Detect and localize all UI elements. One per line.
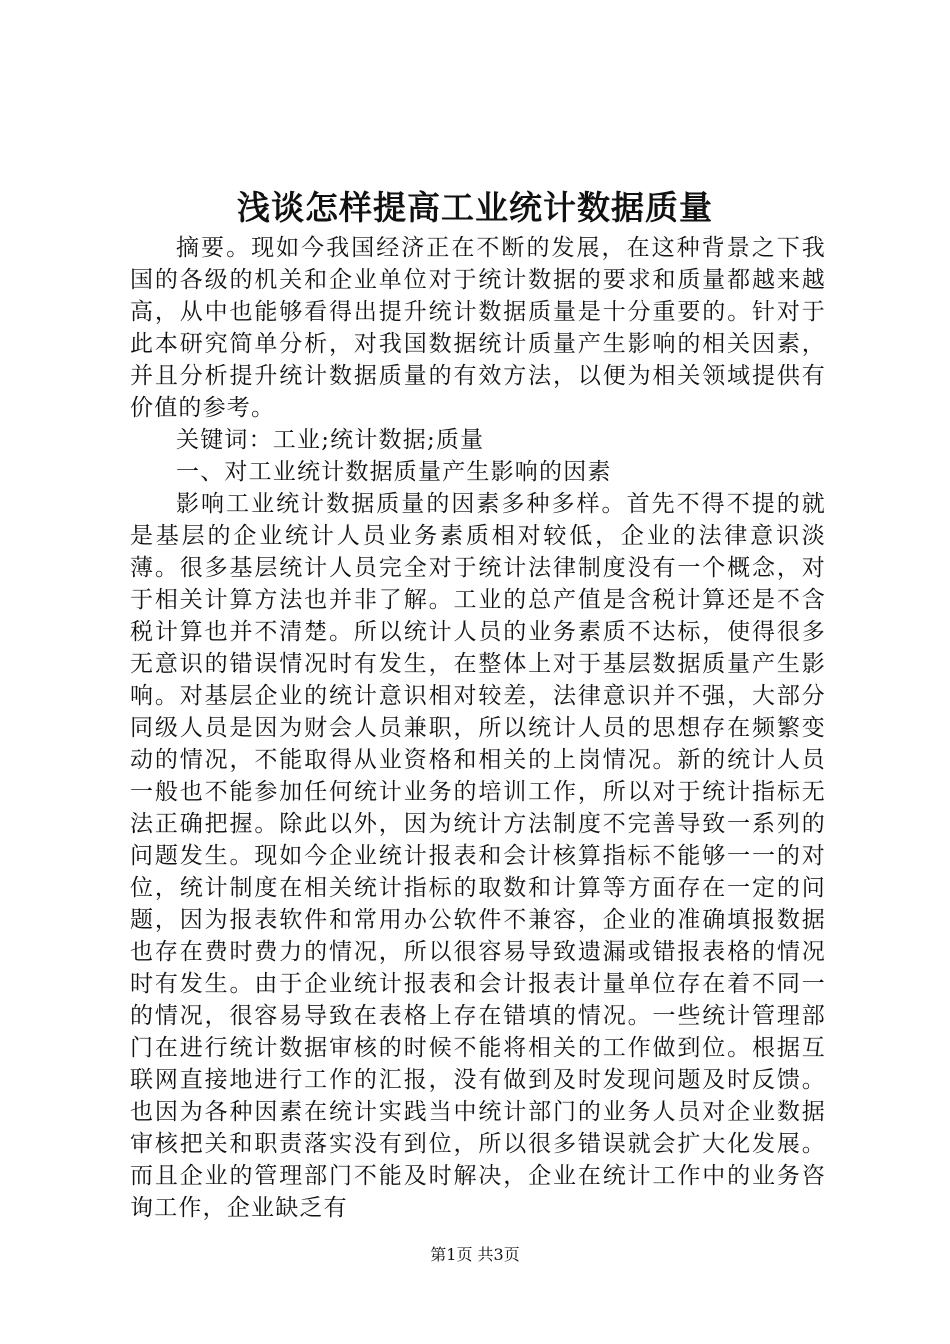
body-paragraph: 影响工业统计数据质量的因素多种多样。首先不得不提的就是基层的企业统计人员业务素质相对较低，企业的法律意识淡薄。很多基层统计人员完全对于统计法律制度没有一个概念，对于相关计算方法也并非了解。工业的总产值是含税计算还是不含税计算也并不清楚。所以统计人员的业务素质不达标，使得很多无意识的错误情况时有发生，在整体上对于基层数据质量产生影响。对基层企业的统计意识相对较差，法律意识并不强，大部分同级人员是因为财会人员兼职，所以统计人员的思想存在频繁变动的情况，不能取得从业资格和相关的上岗情况。新的统计人员一般也不能参加任何统计业务的培训工作，所以对于统计指标无法正确把握。除此以外，因为统计方法制度不完善导致一系列的问题发生。现如今企业统计报表和会计核算指标不能够一一的对位，统计制度在相关统计指标的取数和计算等方面存在一定的问题，因为报表软件和常用办公软件不兼容，企业的准确填报数据也存在费时费力的情况，所以很容易导致遗漏或错报表格的情况时有发生。由于企业统计报表和会计报表计量单位存在着不同一的情况，很容易导致在表格上存在错填的情况。一些统计管理部门在进行统计数据审核的时候不能将相关的工作做到位。根据互联网直接地进行工作的汇报，没有做到及时发现问题及时反馈。也因为各种因素在统计实践当中统计部门的业务人员对企业数据审核把关和职责落实没有到位，所以很多错误就会扩大化发展。而且企业的管理部门不能及时解决，企业在统计工作中的业务咨询工作，企业缺乏有 — [130, 491, 826, 1221]
abstract-paragraph: 摘要。现如今我国经济正在不断的发展，在这种背景之下我国的各级的机关和企业单位对于统计数据的要求和质量都越来越高，从中也能够看得出提升统计数据质量是十分重要的。针对于此本研究简单分析，对我国数据统计质量产生影响的相关因素，并且分析提升统计数据质量的有效方法，以便为相关领域提供有价值的参考。 — [130, 235, 826, 421]
document-title: 浅谈怎样提高工业统计数据质量 — [237, 188, 713, 227]
page-number: 第1页 共3页 — [430, 1245, 520, 1264]
section-heading: 一、对工业统计数据质量产生影响的因素 — [176, 459, 612, 485]
keywords-paragraph: 关键词：工业;统计数据;质量 — [176, 427, 485, 453]
document-body — [130, 232, 826, 1224]
